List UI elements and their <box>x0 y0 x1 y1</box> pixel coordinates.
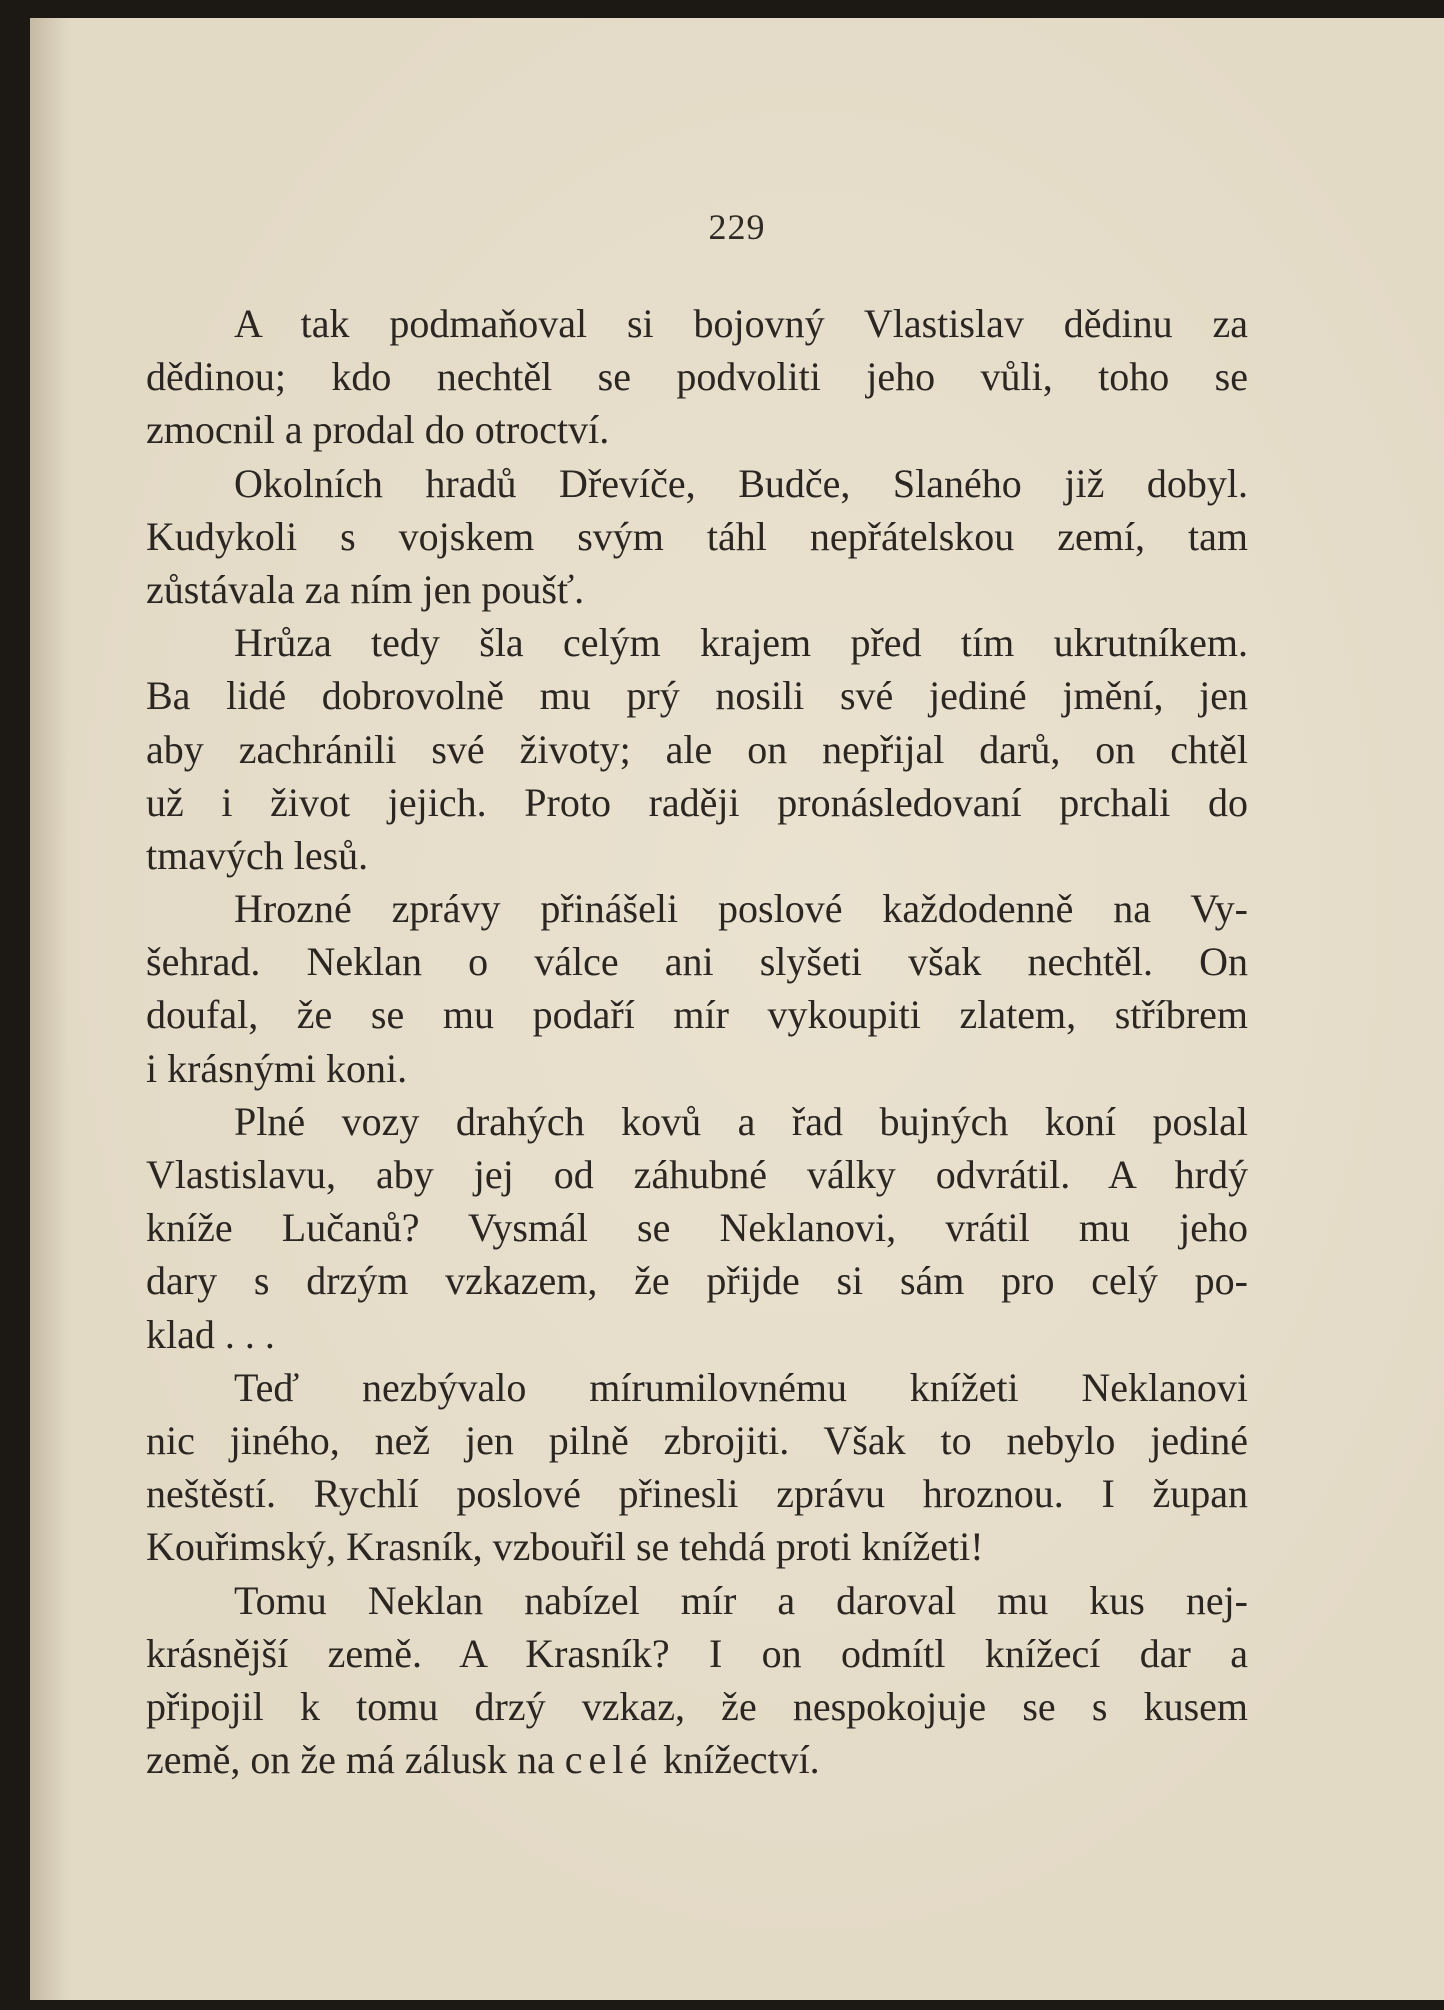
text-line: už i život jejich. Proto raději pronásledovaní prchali do <box>146 779 1248 825</box>
text-line: připojil k tomu drzý vzkaz, že nespokojuje se s kusem <box>146 1683 1248 1729</box>
text-line: Kouřimský, Krasník, vzbouřil se tehdá proti knížeti! <box>146 1524 984 1570</box>
text-line: Vlastislavu, aby jej od záhubné války odvrátil. A hrdý <box>146 1152 1248 1197</box>
text-line: Kudykoli s vojskem svým táhl nepřátelskou zemí, tam <box>146 513 1248 559</box>
text-line: krásnější země. A Krasník? I on odmítl knížecí dar a <box>146 1630 1248 1676</box>
text-line: zůstávala za ním jen poušť. <box>146 566 585 612</box>
text-line: A tak podmaňoval si bojovný Vlastislav dědinu za <box>234 301 1248 346</box>
text-line: dary s drzým vzkazem, že přijde si sám pro celý po- <box>146 1258 1248 1304</box>
text-line: Hrůza tedy šla celým krajem před tím ukrutníkem. <box>234 620 1248 666</box>
text-line: tmavých lesů. <box>146 832 369 878</box>
text-line: šehrad. Neklan o válce ani slyšeti však nechtěl. On <box>146 939 1248 985</box>
emphasized-word: celé <box>564 1737 654 1783</box>
text-line: Hrozné zprávy přinášeli poslové každodenně na Vy- <box>234 886 1248 932</box>
body-text <box>146 297 1248 1786</box>
text-line-final <box>146 1733 1248 1786</box>
text-line: aby zachránili své životy; ale on nepřijal darů, on chtěl <box>146 726 1248 772</box>
page-number: 229 <box>708 207 766 247</box>
text-line: neštěstí. Rychlí poslové přinesli zprávu hroznou. I župan <box>146 1471 1248 1517</box>
text-line: kníže Lučanů? Vysmál se Neklanovi, vrátil mu jeho <box>146 1205 1248 1251</box>
text-line: Teď nezbývalo mírumilovnému knížeti Neklanovi <box>234 1364 1248 1410</box>
page-sheet <box>30 18 1444 2000</box>
text-line: i krásnými koni. <box>146 1045 408 1091</box>
text-line: Plné vozy drahých kovů a řad bujných koní poslal <box>234 1098 1248 1144</box>
text-fragment: knížectví. <box>663 1737 820 1783</box>
text-line: Tomu Neklan nabízel mír a daroval mu kus nej- <box>234 1577 1248 1623</box>
text-line: zmocnil a prodal do otroctví. <box>146 407 610 453</box>
text-line: klad . . . <box>146 1311 275 1357</box>
text-line: nic jiného, než jen pilně zbrojiti. Však to nebylo jediné <box>146 1417 1248 1463</box>
text-line: Okolních hradů Dřevíče, Budče, Slaného již dobyl. <box>234 460 1248 506</box>
text-line: Ba lidé dobrovolně mu prý nosili své jediné jmění, jen <box>146 673 1248 719</box>
text-fragment: země, on že má zálusk na <box>146 1737 555 1783</box>
text-line: doufal, že se mu podaří mír vykoupiti zlatem, stříbrem <box>146 992 1248 1038</box>
text-line: dědinou; kdo nechtěl se podvoliti jeho vůli, toho se <box>146 354 1248 400</box>
